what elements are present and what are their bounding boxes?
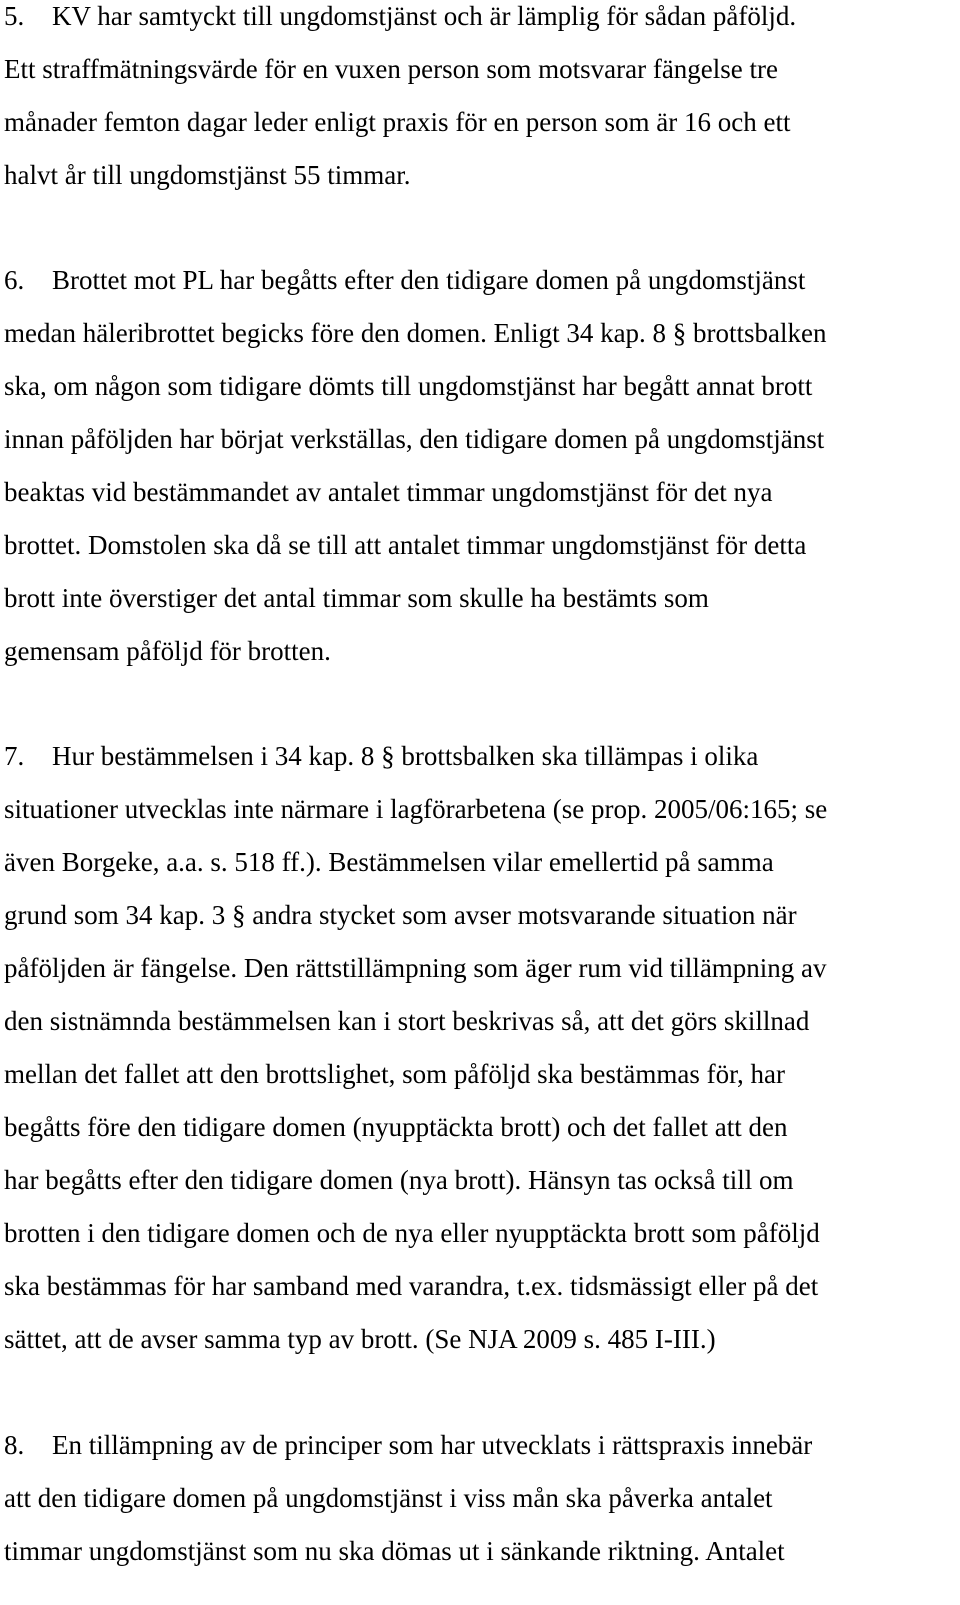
paragraph-7-line-9: har begåtts efter den tidigare domen (nya brott). Hänsyn tas också till om [4, 1165, 794, 1195]
paragraph-5-text-line: KV har samtyckt till ungdomstjänst och är lämplig för sådan påföljd. [52, 1, 797, 31]
paragraph-7-line-10: brotten i den tidigare domen och de nya eller nyupptäckta brott som påföljd [4, 1218, 820, 1248]
paragraph-7-text-line: Hur bestämmelsen i 34 kap. 8 § brottsbalken ska tillämpas i olika [52, 741, 759, 771]
paragraph-7-line-3: även Borgeke, a.a. s. 518 ff.). Bestämmelsen vilar emellertid på samma [4, 847, 774, 877]
paragraph-8-text-line: En tillämpning av de principer som har utvecklats i rättspraxis innebär [52, 1430, 813, 1460]
paragraph-7-line-11: ska bestämmas för har samband med varandra, t.ex. tidsmässigt eller på det [4, 1271, 819, 1301]
paragraph-7-line-7: mellan det fallet att den brottslighet, som påföljd ska bestämmas för, har [4, 1059, 785, 1089]
paragraph-5-line-4: halvt år till ungdomstjänst 55 timmar. [4, 160, 411, 190]
paragraph-8-line-2: att den tidigare domen på ungdomstjänst i viss mån ska påverka antalet [4, 1483, 773, 1513]
paragraph-6-line-4: innan påföljden har börjat verkställas, den tidigare domen på ungdomstjänst [4, 424, 825, 454]
paragraph-7-line-4: grund som 34 kap. 3 § andra stycket som avser motsvarande situation när [4, 900, 797, 930]
paragraph-7-line-6: den sistnämnda bestämmelsen kan i stort beskrivas så, att det görs skillnad [4, 1006, 810, 1036]
paragraph-5-line-3: månader femton dagar leder enligt praxis för en person som är 16 och ett [4, 107, 791, 137]
paragraph-7-line-8: begåtts före den tidigare domen (nyupptäckta brott) och det fallet att den [4, 1112, 788, 1142]
paragraph-6-line-3: ska, om någon som tidigare dömts till ungdomstjänst har begått annat brott [4, 371, 813, 401]
paragraph-7-line-1 [4, 740, 758, 772]
paragraph-5-line-1 [4, 0, 796, 32]
paragraph-6-text-line: Brottet mot PL har begåtts efter den tidigare domen på ungdomstjänst [52, 265, 806, 295]
paragraph-7-line-12: sättet, att de avser samma typ av brott. (Se NJA 2009 s. 485 I-III.) [4, 1324, 716, 1354]
paragraph-6-number: 6. [4, 265, 25, 295]
paragraph-8-number: 8. [4, 1430, 25, 1460]
paragraph-6-line-6: brottet. Domstolen ska då se till att antalet timmar ungdomstjänst för detta [4, 530, 807, 560]
paragraph-5-line-2: Ett straffmätningsvärde för en vuxen person som motsvarar fängelse tre [4, 54, 779, 84]
paragraph-6-line-2: medan häleribrottet begicks före den domen. Enligt 34 kap. 8 § brottsbalken [4, 318, 827, 348]
paragraph-6-line-1 [4, 264, 805, 296]
paragraph-8-line-3: timmar ungdomstjänst som nu ska dömas ut i sänkande riktning. Antalet [4, 1536, 785, 1566]
paragraph-6-line-7: brott inte överstiger det antal timmar som skulle ha bestämts som [4, 583, 709, 613]
paragraph-8-line-1 [4, 1429, 812, 1461]
paragraph-5-number: 5. [4, 1, 25, 31]
paragraph-7-line-5: påföljden är fängelse. Den rättstillämpning som äger rum vid tillämpning av [4, 953, 827, 983]
paragraph-7-number: 7. [4, 741, 25, 771]
paragraph-7-line-2: situationer utvecklas inte närmare i lagförarbetena (se prop. 2005/06:165; se [4, 794, 828, 824]
paragraph-6-line-8: gemensam påföljd för brotten. [4, 636, 331, 666]
paragraph-6-line-5: beaktas vid bestämmandet av antalet timmar ungdomstjänst för det nya [4, 477, 773, 507]
